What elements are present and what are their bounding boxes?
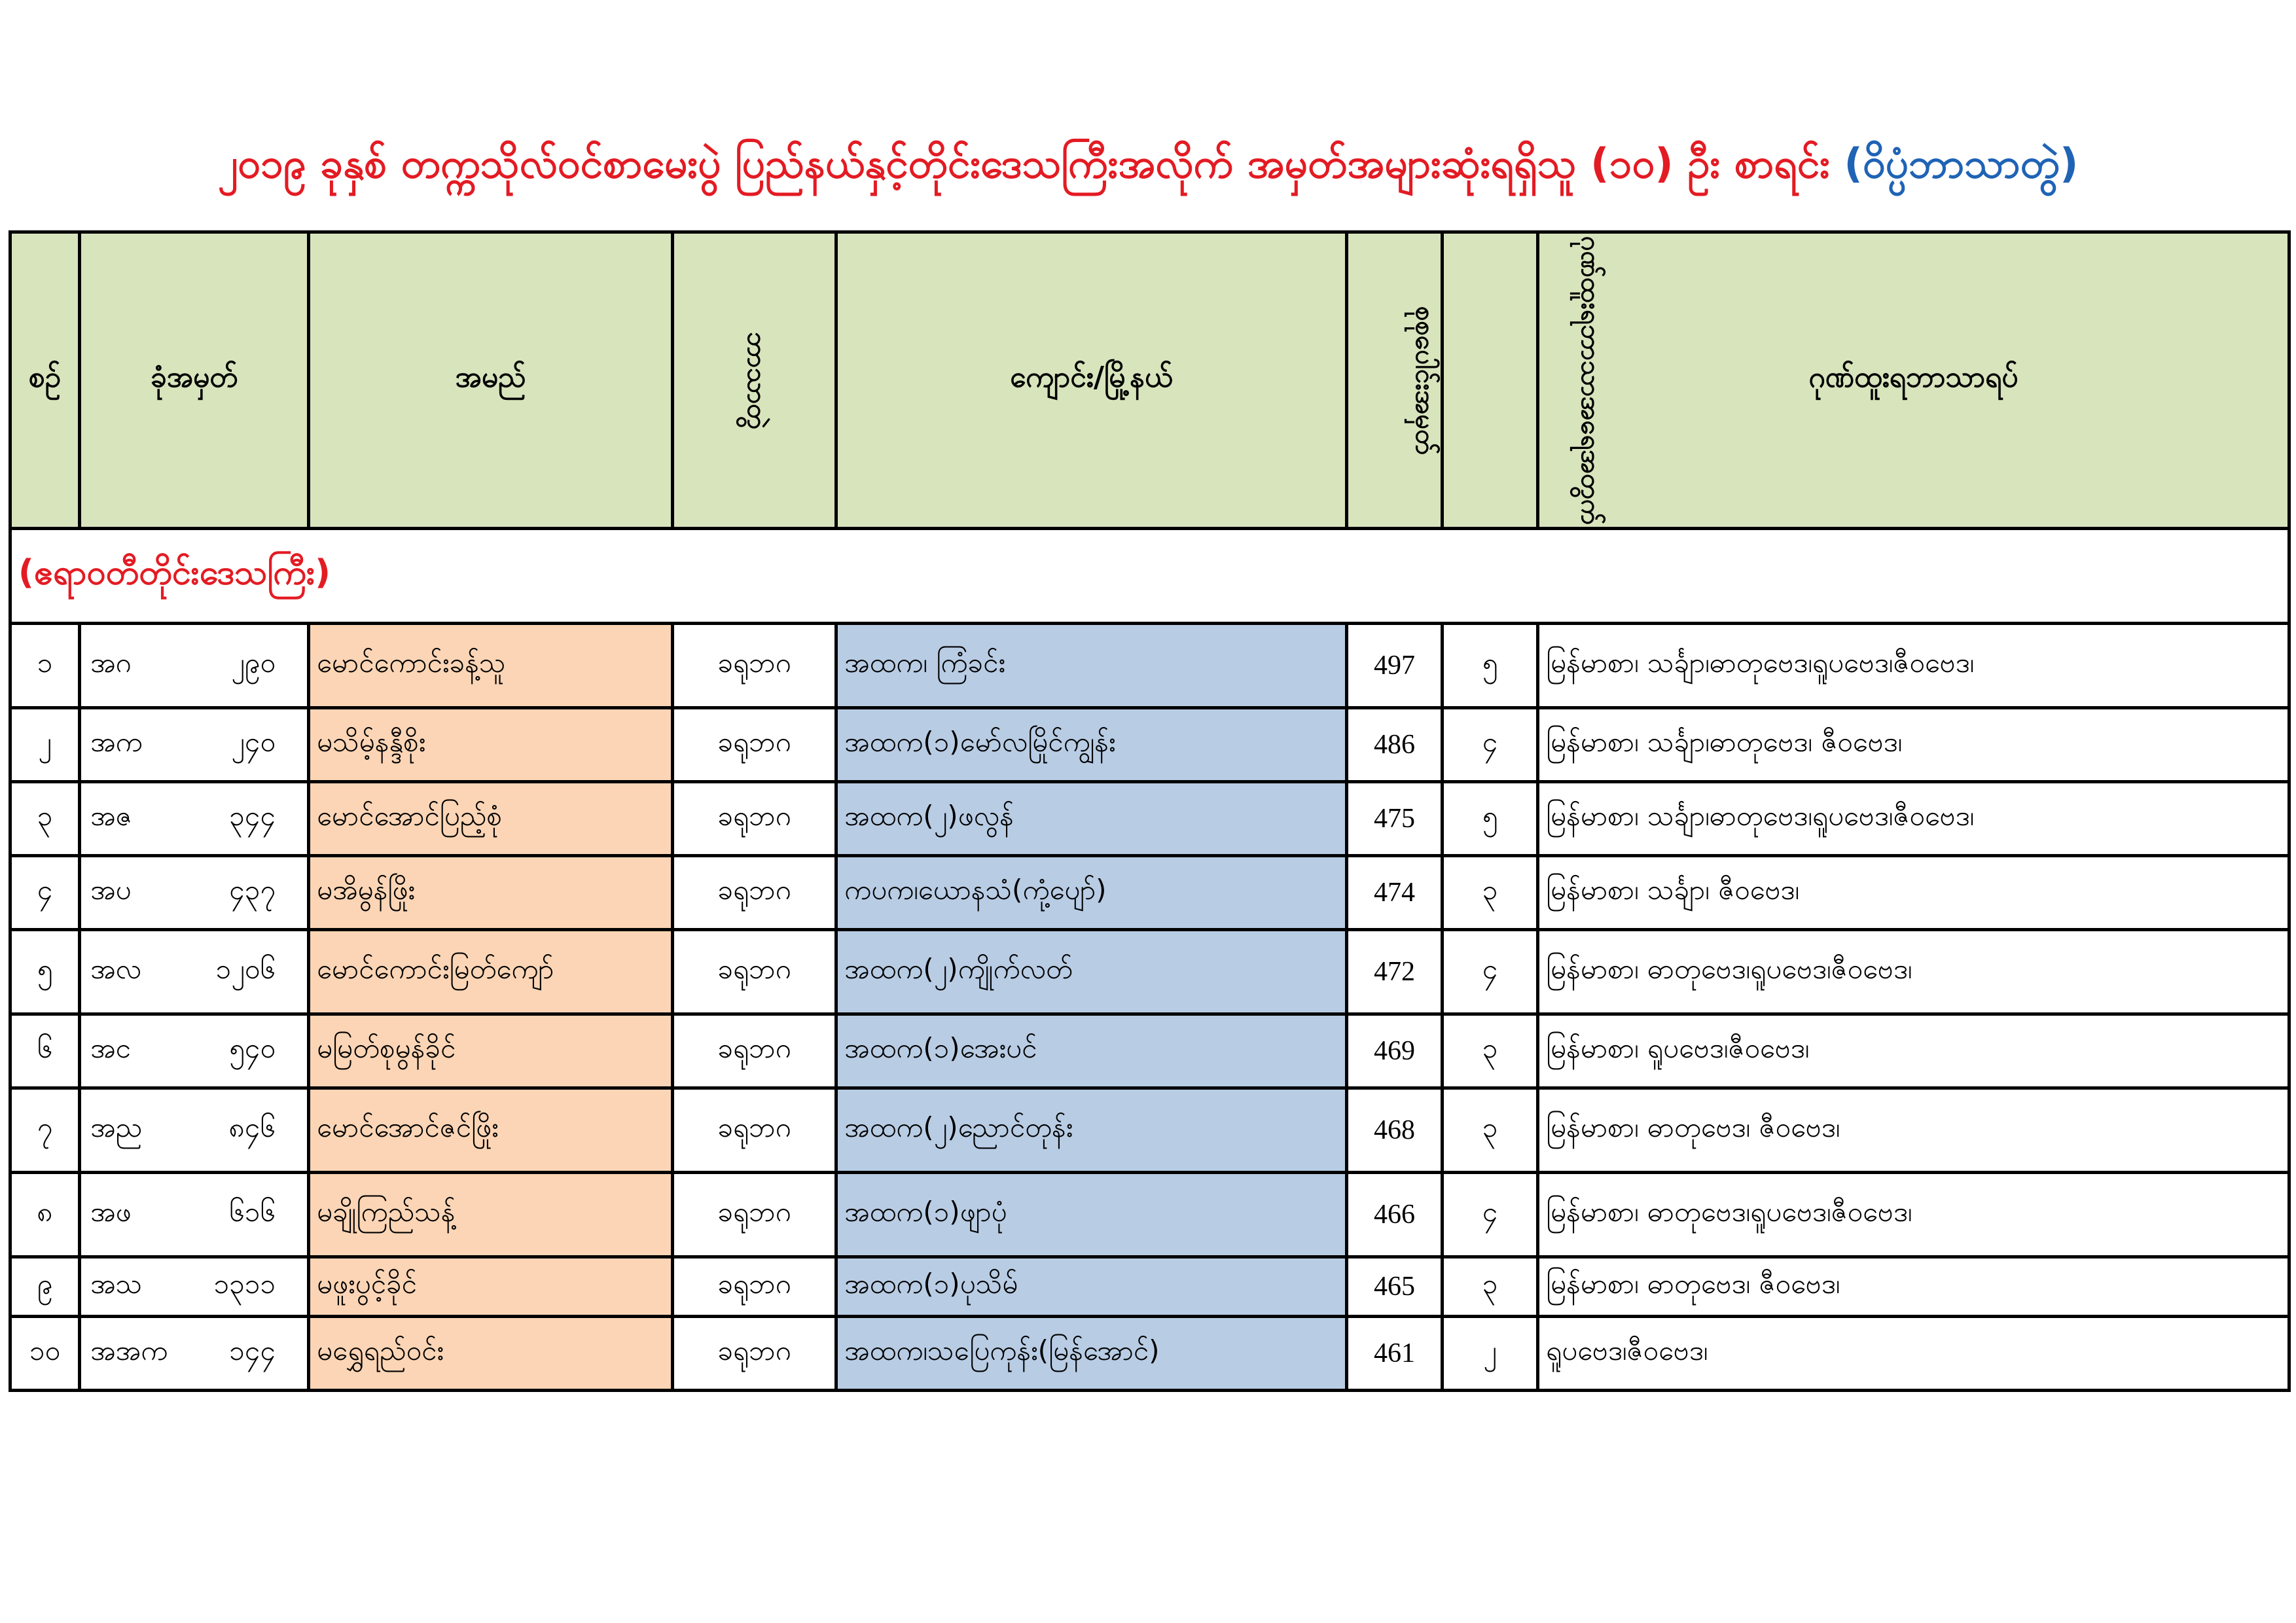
row-roll — [80, 624, 309, 708]
row-roll-prefix: အင — [90, 1032, 131, 1064]
row-roll-prefix: အသ — [90, 1268, 143, 1300]
table-row — [10, 930, 2289, 1014]
header-no: စဉ် — [10, 232, 80, 529]
row-name: မောင်အောင်ပြည့်စုံ — [309, 782, 673, 856]
row-roll-prefix: အဇ — [90, 800, 132, 832]
title-sub: (ဝိပ္ပံဘာသာတွဲ) — [1844, 139, 2079, 187]
row-distinction-count: ၅ — [1443, 782, 1538, 856]
row-distinction-count: ၅ — [1443, 624, 1538, 708]
row-distinction-count: ၃ — [1443, 856, 1538, 930]
row-name: မသိမ့်နန္ဒီစိုး — [309, 708, 673, 782]
title-main: ၂၀၁၉ ခုနှစ် တက္ကသိုလ်ဝင်စာမေးပွဲ ပြည်နယ်နှင့်တိုင်းဒေသကြီးအလိုက် အမှတ်အများဆုံးရရှိသူ (၁၀) ဦး စာရင်း — [217, 139, 1830, 187]
row-school: အထက(၁)အေးပင် — [836, 1014, 1347, 1088]
row-no: ၉ — [10, 1257, 80, 1317]
header-roll: ခုံအမှတ် — [80, 232, 309, 529]
row-distinctions: မြန်မာစာ၊ ဓာတုဗေဒ၊ရူပဗေဒ၊ဇီဝဗေဒ၊ — [1538, 930, 2289, 1014]
row-roll-prefix: အလ — [90, 953, 141, 985]
row-roll-prefix: အည — [90, 1111, 143, 1143]
row-total: 486 — [1347, 708, 1443, 782]
row-name: မောင်အောင်ဇင်ဖြိုး — [309, 1088, 673, 1173]
table-row — [10, 856, 2289, 930]
row-roll — [80, 1088, 309, 1173]
row-total: 468 — [1347, 1088, 1443, 1173]
row-school: အထက(၂)ကျိုက်လတ် — [836, 930, 1347, 1014]
row-name: မောင်ကောင်းခန့်သူ — [309, 624, 673, 708]
row-roll-number: ၈၄၆ — [228, 1111, 276, 1143]
table-row — [10, 1014, 2289, 1088]
header-subject-combo-label: ဘာသာတွဲ — [742, 331, 772, 430]
row-combo: ခရုဘဂ — [673, 930, 836, 1014]
row-roll-number: ၃၄၄ — [229, 800, 276, 832]
row-roll-number: ၁၂၀၆ — [215, 953, 276, 985]
row-no: ၄ — [10, 856, 80, 930]
row-distinctions: ရူပဗေဒ၊ဇီဝဗေဒ၊ — [1538, 1317, 2289, 1391]
row-no: ၁ — [10, 624, 80, 708]
header-distinctions: ဂုဏ်ထူးရဘာသာရပ် — [1538, 232, 2289, 529]
row-roll — [80, 1014, 309, 1088]
row-no: ၅ — [10, 930, 80, 1014]
row-no: ၂ — [10, 708, 80, 782]
header-total — [1347, 232, 1443, 529]
header-distinction-count-label: ဂုဏ်ထူးရဘာသာအရေအတွက် — [1575, 236, 1606, 526]
row-combo: ခရုဘဂ — [673, 708, 836, 782]
row-distinction-count: ၃ — [1443, 1088, 1538, 1173]
row-roll-number: ၁၃၁၁ — [213, 1268, 276, 1300]
row-roll-number: ၁၄၄ — [229, 1334, 276, 1366]
row-school: အထက(၂)ဖလွန် — [836, 782, 1347, 856]
row-name: မရွှေရည်ဝင်း — [309, 1317, 673, 1391]
row-roll-prefix: အက — [90, 726, 143, 758]
row-combo: ခရုဘဂ — [673, 1088, 836, 1173]
row-distinctions: မြန်မာစာ၊ သင်္ချာ၊ဓာတုဗေဒ၊ ဇီဝဗေဒ၊ — [1538, 708, 2289, 782]
row-combo: ခရုဘဂ — [673, 782, 836, 856]
header-subject-combo — [673, 232, 836, 529]
table-row — [10, 1173, 2289, 1257]
row-school: အထက(၁)မော်လမြိုင်ကျွန်း — [836, 708, 1347, 782]
row-roll-prefix: အဖ — [90, 1196, 132, 1228]
row-distinctions: မြန်မာစာ၊ သင်္ချာ၊ ဇီဝဗေဒ၊ — [1538, 856, 2289, 930]
header-total-label: စုစုပေါင်းအမှတ် — [1410, 306, 1441, 455]
row-no: ၃ — [10, 782, 80, 856]
table-row — [10, 782, 2289, 856]
row-combo: ခရုဘဂ — [673, 856, 836, 930]
header-name: အမည် — [309, 232, 673, 529]
row-roll-number: ၄၃၇ — [229, 874, 276, 906]
row-combo: ခရုဘဂ — [673, 1173, 836, 1257]
row-total: 466 — [1347, 1173, 1443, 1257]
row-distinction-count: ၃ — [1443, 1014, 1538, 1088]
row-roll — [80, 1173, 309, 1257]
row-roll-number: ၅၄၀ — [229, 1032, 276, 1064]
row-name: မအိမွန်ဖြိုး — [309, 856, 673, 930]
row-total: 469 — [1347, 1014, 1443, 1088]
row-school: အထက၊သပြေကုန်း(မြန်အောင်) — [836, 1317, 1347, 1391]
row-no: ၆ — [10, 1014, 80, 1088]
row-distinctions: မြန်မာစာ၊ ဓာတုဗေဒ၊ရူပဗေဒ၊ဇီဝဗေဒ၊ — [1538, 1173, 2289, 1257]
row-roll — [80, 856, 309, 930]
row-name: မဖူးပွင့်ခိုင် — [309, 1257, 673, 1317]
row-roll — [80, 708, 309, 782]
row-roll — [80, 1257, 309, 1317]
row-distinction-count: ၄ — [1443, 930, 1538, 1014]
page-title — [0, 131, 2296, 196]
row-school: အထက(၁)ပုသိမ် — [836, 1257, 1347, 1317]
row-total: 472 — [1347, 930, 1443, 1014]
row-distinctions: မြန်မာစာ၊ ရူပဗေဒ၊ဇီဝဗေဒ၊ — [1538, 1014, 2289, 1088]
row-distinction-count: ၄ — [1443, 1173, 1538, 1257]
row-combo: ခရုဘဂ — [673, 624, 836, 708]
row-no: ၇ — [10, 1088, 80, 1173]
header-distinction-count — [1443, 232, 1606, 529]
row-roll-prefix: အဂ — [90, 647, 132, 679]
row-roll — [80, 1317, 309, 1391]
row-distinctions: မြန်မာစာ၊ သင်္ချာ၊ဓာတုဗေဒ၊ရူပဗေဒ၊ဇီဝဗေဒ၊ — [1538, 624, 2289, 708]
row-distinction-count: ၄ — [1443, 708, 1538, 782]
row-roll-number: ၆၁၆ — [229, 1196, 276, 1228]
row-roll-prefix: အပ — [90, 874, 132, 906]
row-total: 474 — [1347, 856, 1443, 930]
row-total: 465 — [1347, 1257, 1443, 1317]
row-total: 475 — [1347, 782, 1443, 856]
row-combo: ခရုဘဂ — [673, 1014, 836, 1088]
table-row — [10, 1257, 2289, 1317]
row-total: 497 — [1347, 624, 1443, 708]
row-school: အထက(၁)ဖျာပုံ — [836, 1173, 1347, 1257]
row-school: အထက၊ ကြံခင်း — [836, 624, 1347, 708]
row-distinctions: မြန်မာစာ၊ ဓာတုဗေဒ၊ ဇီဝဗေဒ၊ — [1538, 1088, 2289, 1173]
row-name: မောင်ကောင်းမြတ်ကျော် — [309, 930, 673, 1014]
table-row — [10, 1088, 2289, 1173]
row-distinctions: မြန်မာစာ၊ သင်္ချာ၊ဓာတုဗေဒ၊ရူပဗေဒ၊ဇီဝဗေဒ၊ — [1538, 782, 2289, 856]
table-row — [10, 1317, 2289, 1391]
row-name: မချိုကြည်သန့် — [309, 1173, 673, 1257]
row-no: ၁၀ — [10, 1317, 80, 1391]
row-total: 461 — [1347, 1317, 1443, 1391]
row-roll-number: ၂၉၀ — [231, 647, 276, 679]
row-name: မမြတ်စုမွန်ခိုင် — [309, 1014, 673, 1088]
header-row — [10, 232, 2289, 529]
row-roll — [80, 930, 309, 1014]
row-roll-prefix: အအက — [90, 1334, 168, 1366]
region-row — [10, 529, 2289, 624]
region-label: (ဧရာဝတီတိုင်းဒေသကြီး) — [10, 529, 2289, 624]
row-school: ကပက၊ယောနသံ(ကုံ့ပျော်) — [836, 856, 1347, 930]
row-roll-number: ၂၄၀ — [231, 726, 276, 758]
row-distinctions: မြန်မာစာ၊ ဓာတုဗေဒ၊ ဇီဝဗေဒ၊ — [1538, 1257, 2289, 1317]
header-school: ကျောင်း/မြို့နယ် — [836, 232, 1347, 529]
results-table — [9, 230, 2291, 1392]
row-combo: ခရုဘဂ — [673, 1257, 836, 1317]
row-no: ၈ — [10, 1173, 80, 1257]
row-distinction-count: ၃ — [1443, 1257, 1538, 1317]
row-combo: ခရုဘဂ — [673, 1317, 836, 1391]
row-school: အထက(၂)ညောင်တုန်း — [836, 1088, 1347, 1173]
table-row — [10, 624, 2289, 708]
row-roll — [80, 782, 309, 856]
table-row — [10, 708, 2289, 782]
row-distinction-count: ၂ — [1443, 1317, 1538, 1391]
